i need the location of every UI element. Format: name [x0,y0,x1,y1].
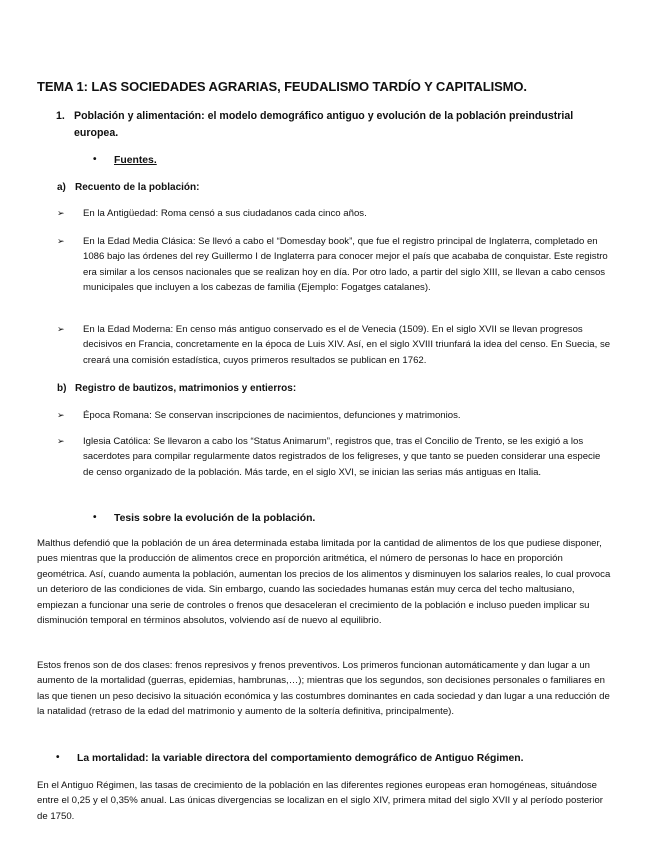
bullet-mortalidad-label: La mortalidad: la variable directora del comportamiento demográfico de Antiguo Régimen. [77,753,524,764]
arrow-bullet-icon: ➢ [57,410,65,420]
list-item [57,408,612,423]
paragraph-antiguo-regimen: En el Antiguo Régimen, las tasas de crecimiento de la población en las diferentes regiones europeas eran homogéneas, situándose entre el 0,25 y el 0,35% anual. Las únicas divergencias se localizan en el siglo XIV, primera mitad del siglo XVII y al período posterior de 1750. [37,780,603,822]
arrow-bullet-icon: ➢ [57,436,65,446]
list-item [57,434,612,480]
bullet-fuentes [93,155,157,166]
arrow-bullet-icon: ➢ [57,208,65,218]
paragraph-malthus: Malthus defendió que la población de un área determinada estaba limitada por la cantidad de alimentos de los que pudiese disponer, pues mientras que la producción de alimentos crece en proporción aritmética, el número de personas lo hace en proporción geométrica. Así, cuando aumenta la población, aumentan los precios de los alimentos y disminuyen los salarios reales, lo cual provoca un deterioro de las condiciones de vida. Sin embargo, cuando las sociedades humanas están muy cerca del techo maltusiano, empiezan a funcionar una serie de controles o frenos que desaceleran el crecimiento de la población e incluso pueden implicar su disminución temporal en términos absolutos, volviendo así de nuevo al equilibrio. [37,538,611,627]
bullet-icon: • [56,752,60,763]
section-number: 1. [56,110,65,122]
arrow-bullet-icon: ➢ [57,236,65,246]
subsection-b-label: Registro de bautizos, matrimonios y entierros: [75,383,297,394]
subsection-a-heading [57,182,199,193]
list-item-text: Época Romana: Se conservan inscripciones de nacimientos, defunciones y matrimonios. [83,410,461,421]
bullet-tesis-label: Tesis sobre la evolución de la población. [114,513,316,524]
section-heading-1 [56,108,616,142]
bullet-mortalidad [56,753,524,764]
subsection-b-letter: b) [57,383,67,394]
bullet-icon: • [93,512,97,523]
arrow-bullet-icon: ➢ [57,324,65,334]
list-item [57,206,612,221]
subsection-a-label: Recuento de la población: [75,182,200,193]
bullet-fuentes-label: Fuentes. [114,155,157,166]
list-item-text: En la Antigüedad: Roma censó a sus ciudadanos cada cinco años. [83,208,367,219]
section-title: Población y alimentación: el modelo demográfico antiguo y evolución de la población preindustrial europea. [74,110,574,139]
paragraph-frenos: Estos frenos son de dos clases: frenos represivos y frenos preventivos. Los primeros funcionan automáticamente y dan lugar a un aumento de la mortalidad (guerras, epidemias, hambrunas,…); mientras que los segundos, son decisiones personales o familiares en las que tienen un peso decisivo la situación económica y las costumbres dominantes en cada sociedad y dan lugar a una reducción de la natalidad (retraso de la edad del matrimonio y aumento de la soltería definitiva, principalmente). [37,660,610,718]
list-item-text: En la Edad Moderna: En censo más antiguo conservado es el de Venecia (1509). En el siglo XVII se llevan progresos decisivos en Francia, concretamente en la época de Luis XIV. Así, en el siglo XVIII triunfará la idea del censo. En Suecia, se creará una comisión estadística, cuyos primeros resultados se publican en 1762. [83,324,611,366]
document-title: TEMA 1: LAS SOCIEDADES AGRARIAS, FEUDALISMO TARDÍO Y CAPITALISMO. [37,79,527,94]
bullet-icon: • [93,154,97,165]
list-item-text: Iglesia Católica: Se llevaron a cabo los “Status Animarum”, registros que, tras el Concilio de Trento, se les exigió a los sacerdotes para compilar regularmente datos registrados de los feligreses, y que tanto se pueden considerar una especie de censo organizado de la población. Más tarde, en el siglo XVI, se inician las serias más antiguas en Italia. [83,436,601,478]
list-item [57,234,612,296]
subsection-a-letter: a) [57,182,66,193]
list-item-text: En la Edad Media Clásica: Se llevó a cabo el “Domesday book”, que fue el registro principal de Inglaterra, completado en 1086 bajo las órdenes del rey Guillermo I de Inglaterra para conocer mejor el país que acababa de conquistar. Este registro era similar a los censos nacionales que se realizan hoy en día. Por otro lado, a partir del siglo XIII, se llevan a cabo censos municipales que incluyen a los cabezas de familia (Ejemplo: Fogatges catalanes). [83,236,608,294]
list-item [57,322,612,368]
subsection-b-heading [57,383,296,394]
bullet-tesis [93,513,315,524]
